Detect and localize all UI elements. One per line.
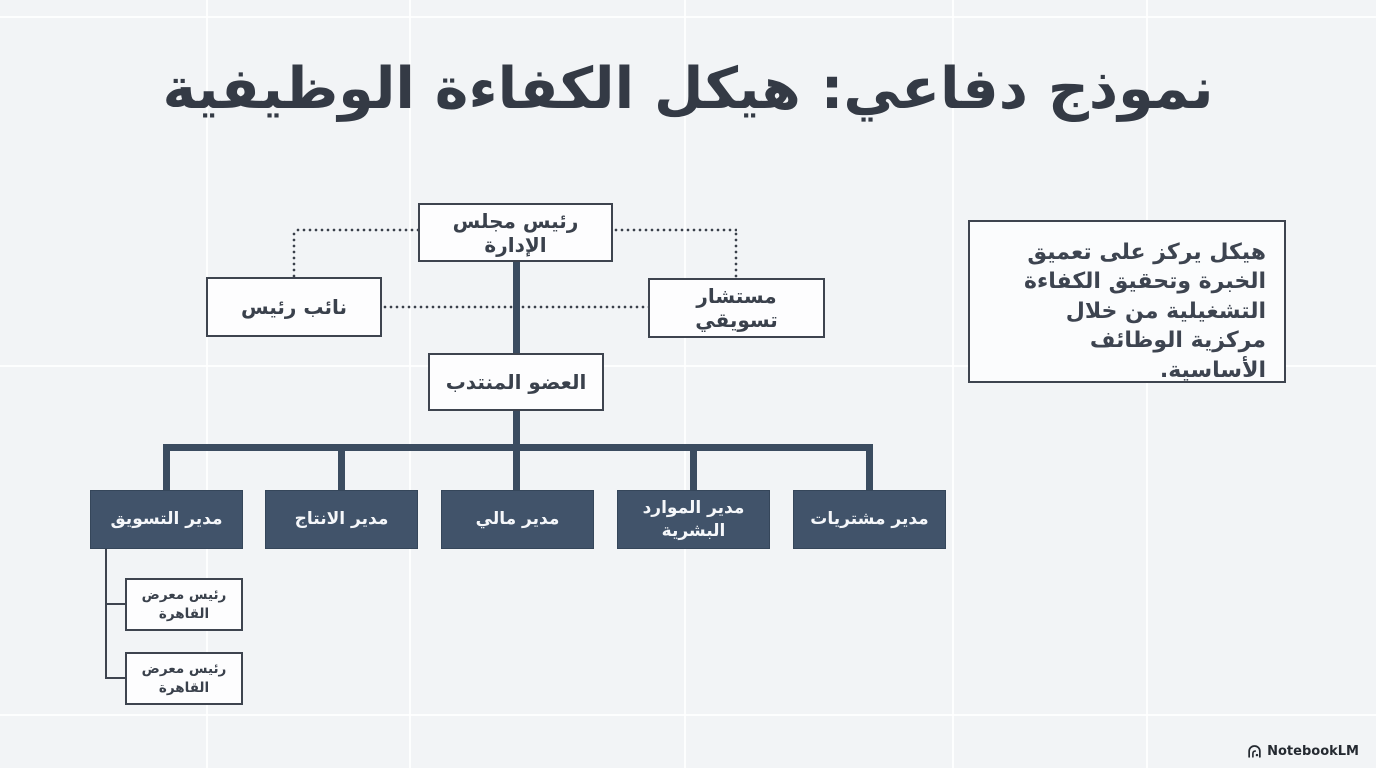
org-box-procurement-manager: مدير مشتريات bbox=[793, 490, 946, 549]
org-box-marketing-manager: مدير التسويق bbox=[90, 490, 243, 549]
page-title: نموذج دفاعي: هيكل الكفاءة الوظيفية bbox=[162, 56, 1214, 122]
dotted-connector-chairman-vp-h bbox=[295, 228, 418, 232]
connector-drop-1 bbox=[163, 444, 170, 490]
connector-drop-3 bbox=[513, 444, 520, 490]
note-box: هيكل يركز على تعميق الخبرة وتحقيق الكفاءة التشغيلية من خلال مركزية الوظائف الأساسية. bbox=[968, 220, 1286, 383]
dotted-connector-chairman-vp-v bbox=[292, 231, 296, 277]
grid-line bbox=[0, 16, 1376, 18]
org-box-hr-manager: مدير الموارد البشرية bbox=[617, 490, 770, 549]
grid-line bbox=[0, 714, 1376, 716]
connector-subunits-v bbox=[105, 549, 107, 679]
notebooklm-branding bbox=[1247, 744, 1359, 759]
org-box-vice-president: نائب رئيس bbox=[206, 277, 382, 337]
notebooklm-icon bbox=[1247, 744, 1262, 759]
connector-subunit-1 bbox=[105, 603, 125, 605]
dotted-connector-chairman-consultant-h bbox=[613, 228, 737, 232]
org-box-finance-manager: مدير مالي bbox=[441, 490, 594, 549]
connector-chairman-md bbox=[513, 262, 520, 354]
connector-drop-2 bbox=[338, 444, 345, 490]
org-box-managing-director: العضو المنتدب bbox=[428, 353, 604, 411]
org-box-chairman: رئيس مجلس الإدارة bbox=[418, 203, 613, 262]
org-box-cairo-exhibition-head-1: رئيس معرض القاهرة bbox=[125, 578, 243, 631]
dotted-connector-chairman-consultant-v bbox=[734, 231, 738, 278]
connector-subunit-2 bbox=[105, 677, 125, 679]
connector-drop-5 bbox=[866, 444, 873, 490]
notebooklm-label: NotebookLM bbox=[1267, 744, 1359, 759]
org-box-cairo-exhibition-head-2: رئيس معرض القاهرة bbox=[125, 652, 243, 705]
connector-md-bus bbox=[513, 411, 520, 447]
org-box-marketing-consultant: مستشار تسويقي bbox=[648, 278, 825, 338]
connector-drop-4 bbox=[690, 444, 697, 490]
org-box-production-manager: مدير الانتاج bbox=[265, 490, 418, 549]
